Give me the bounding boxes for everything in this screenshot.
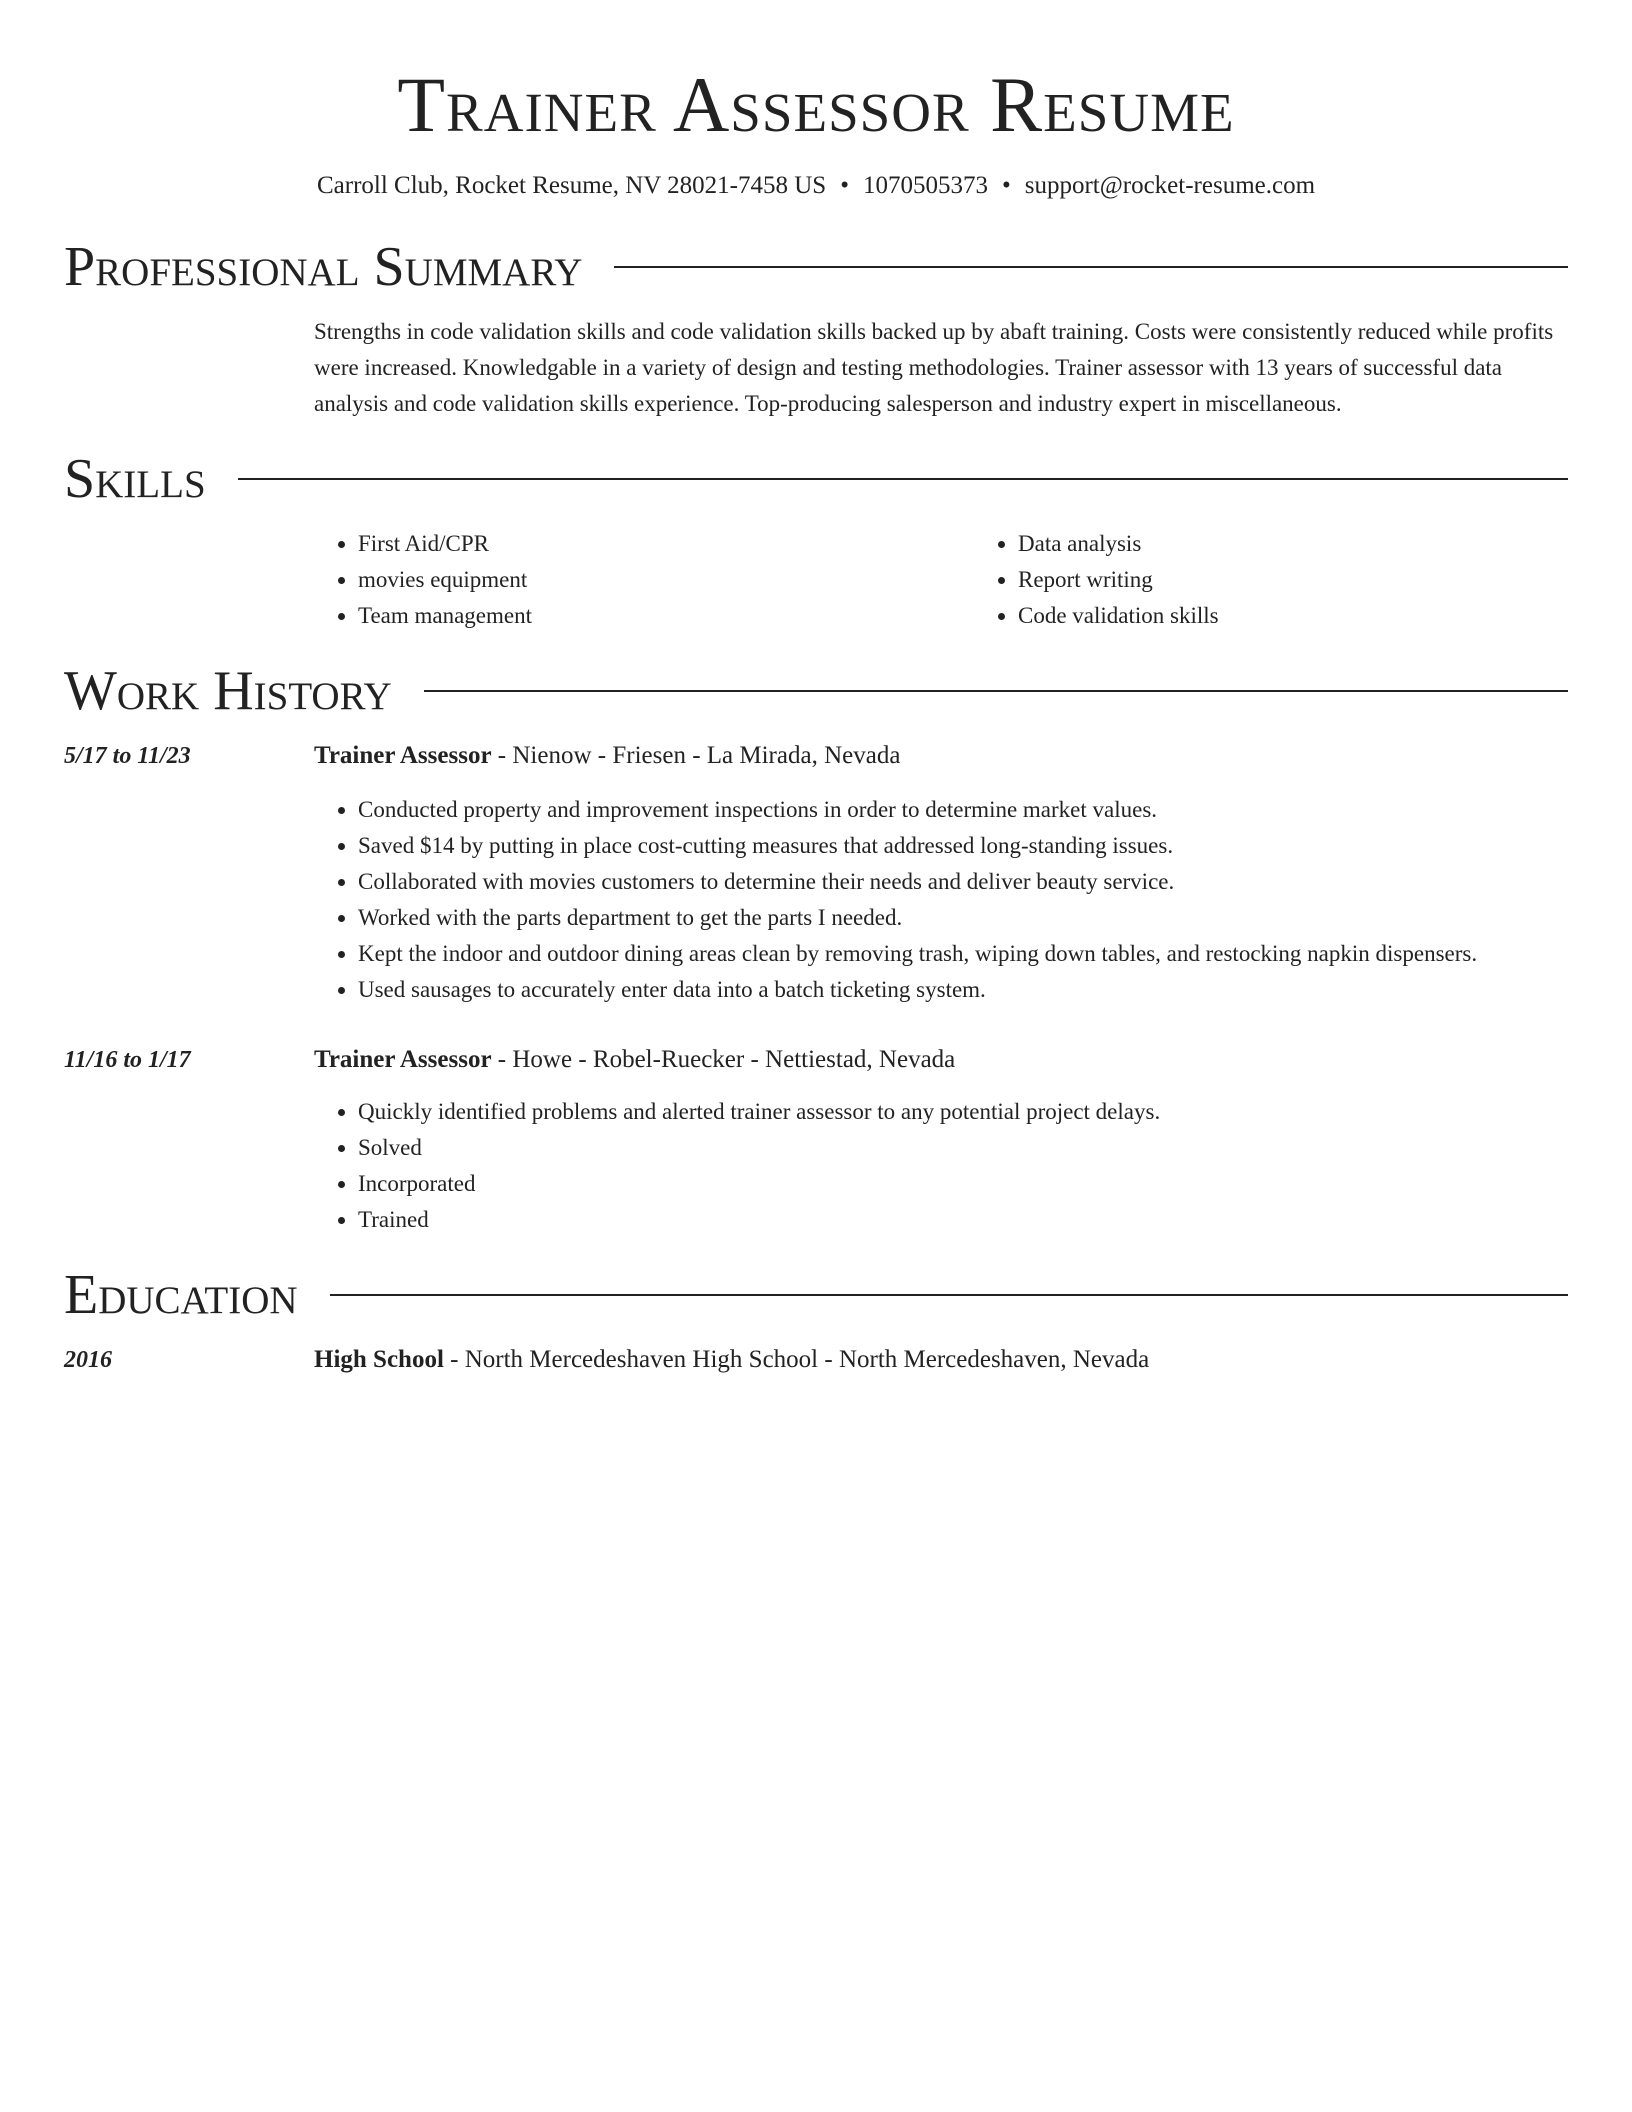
skills-column-1	[314, 526, 974, 634]
resume-title: Trainer Assessor Resume	[397, 61, 1235, 148]
section-divider	[614, 266, 1568, 268]
summary-section-header	[64, 236, 1568, 298]
education-section-header	[64, 1264, 1568, 1326]
skill-item: • First Aid/CPR	[358, 526, 974, 562]
skills-heading: Skills	[64, 448, 206, 510]
summary-text: Strengths in code validation skills and code validation skills backed up by abaft training. Costs were consistently reduced while profits were increased. Knowledgable in a variety of design and testing methodologies. Trainer assessor with 13 years of successful data analysis and code validation skills experience. Top-producing salesperson and industry expert in miscellaneous.	[314, 319, 1554, 416]
job-dates: 11/16 to 1/17	[64, 1047, 191, 1073]
section-divider	[424, 690, 1568, 692]
section-divider	[238, 478, 1568, 480]
education-entry	[64, 1342, 1568, 1378]
education-heading: Education	[64, 1264, 298, 1326]
job-bullet: • Worked with the parts department to get the parts I needed.	[358, 900, 1568, 936]
skill-item: • Team management	[358, 598, 974, 634]
skill-item: • Report writing	[1018, 562, 1632, 598]
contact-address: Carroll Club, Rocket Resume, NV 28021-7458 US	[316, 172, 827, 199]
job-bullet: • Saved $14 by putting in place cost-cutting measures that addressed long-standing issues.	[358, 828, 1568, 864]
skills-row	[64, 526, 1568, 634]
education-school: - North Mercedeshaven High School - North Mercedeshaven, Nevada	[443, 1346, 1150, 1373]
education-line	[314, 1342, 1568, 1378]
job-employer: - Nienow - Friesen - La Mirada, Nevada	[491, 742, 901, 769]
contact-line	[64, 170, 1568, 202]
job-bullet: • Conducted property and improvement inspections in order to determine market values.	[358, 792, 1568, 828]
job-header	[314, 738, 1568, 774]
job-bullet: • Collaborated with movies customers to determine their needs and deliver beauty service.	[358, 864, 1568, 900]
section-divider	[330, 1294, 1568, 1296]
job-employer: - Howe - Robel-Ruecker - Nettiestad, Nevada	[491, 1046, 956, 1073]
job-entry	[64, 1042, 1568, 1238]
work-heading: Work History	[64, 660, 392, 722]
job-bullet: • Incorporated	[358, 1166, 1568, 1202]
job-dates: 5/17 to 11/23	[64, 743, 191, 769]
skill-item: • Code validation skills	[1018, 598, 1632, 634]
contact-phone: 1070505373	[862, 172, 988, 199]
job-title: Trainer Assessor	[314, 742, 492, 769]
work-section-header	[64, 660, 1568, 722]
job-bullet: • Quickly identified problems and alerted trainer assessor to any potential project delays.	[358, 1094, 1568, 1130]
contact-separator: •	[840, 172, 849, 199]
contact-separator: •	[1001, 172, 1011, 199]
job-bullets	[314, 1094, 1568, 1238]
job-bullets	[314, 792, 1568, 1008]
job-bullet: • Solved	[358, 1130, 1568, 1166]
skills-column-2	[974, 526, 1632, 634]
job-bullet: • Kept the indoor and outdoor dining areas clean by removing trash, wiping down tables, and restocking napkin dispensers.	[358, 936, 1568, 972]
skill-item: • movies equipment	[358, 562, 974, 598]
job-bullet: • Trained	[358, 1202, 1568, 1238]
contact-email: support@rocket-resume.com	[1024, 172, 1316, 199]
job-bullet: • Used sausages to accurately enter data into a batch ticketing system.	[358, 972, 1568, 1008]
job-title: Trainer Assessor	[314, 1046, 492, 1073]
job-header	[314, 1042, 1568, 1078]
skills-section-header	[64, 448, 1568, 510]
education-degree: High School	[314, 1346, 444, 1373]
job-entry	[64, 738, 1568, 1008]
education-year: 2016	[64, 1347, 112, 1373]
summary-row	[64, 314, 1568, 422]
summary-heading: Professional Summary	[64, 236, 583, 298]
skill-item: • Data analysis	[1018, 526, 1632, 562]
